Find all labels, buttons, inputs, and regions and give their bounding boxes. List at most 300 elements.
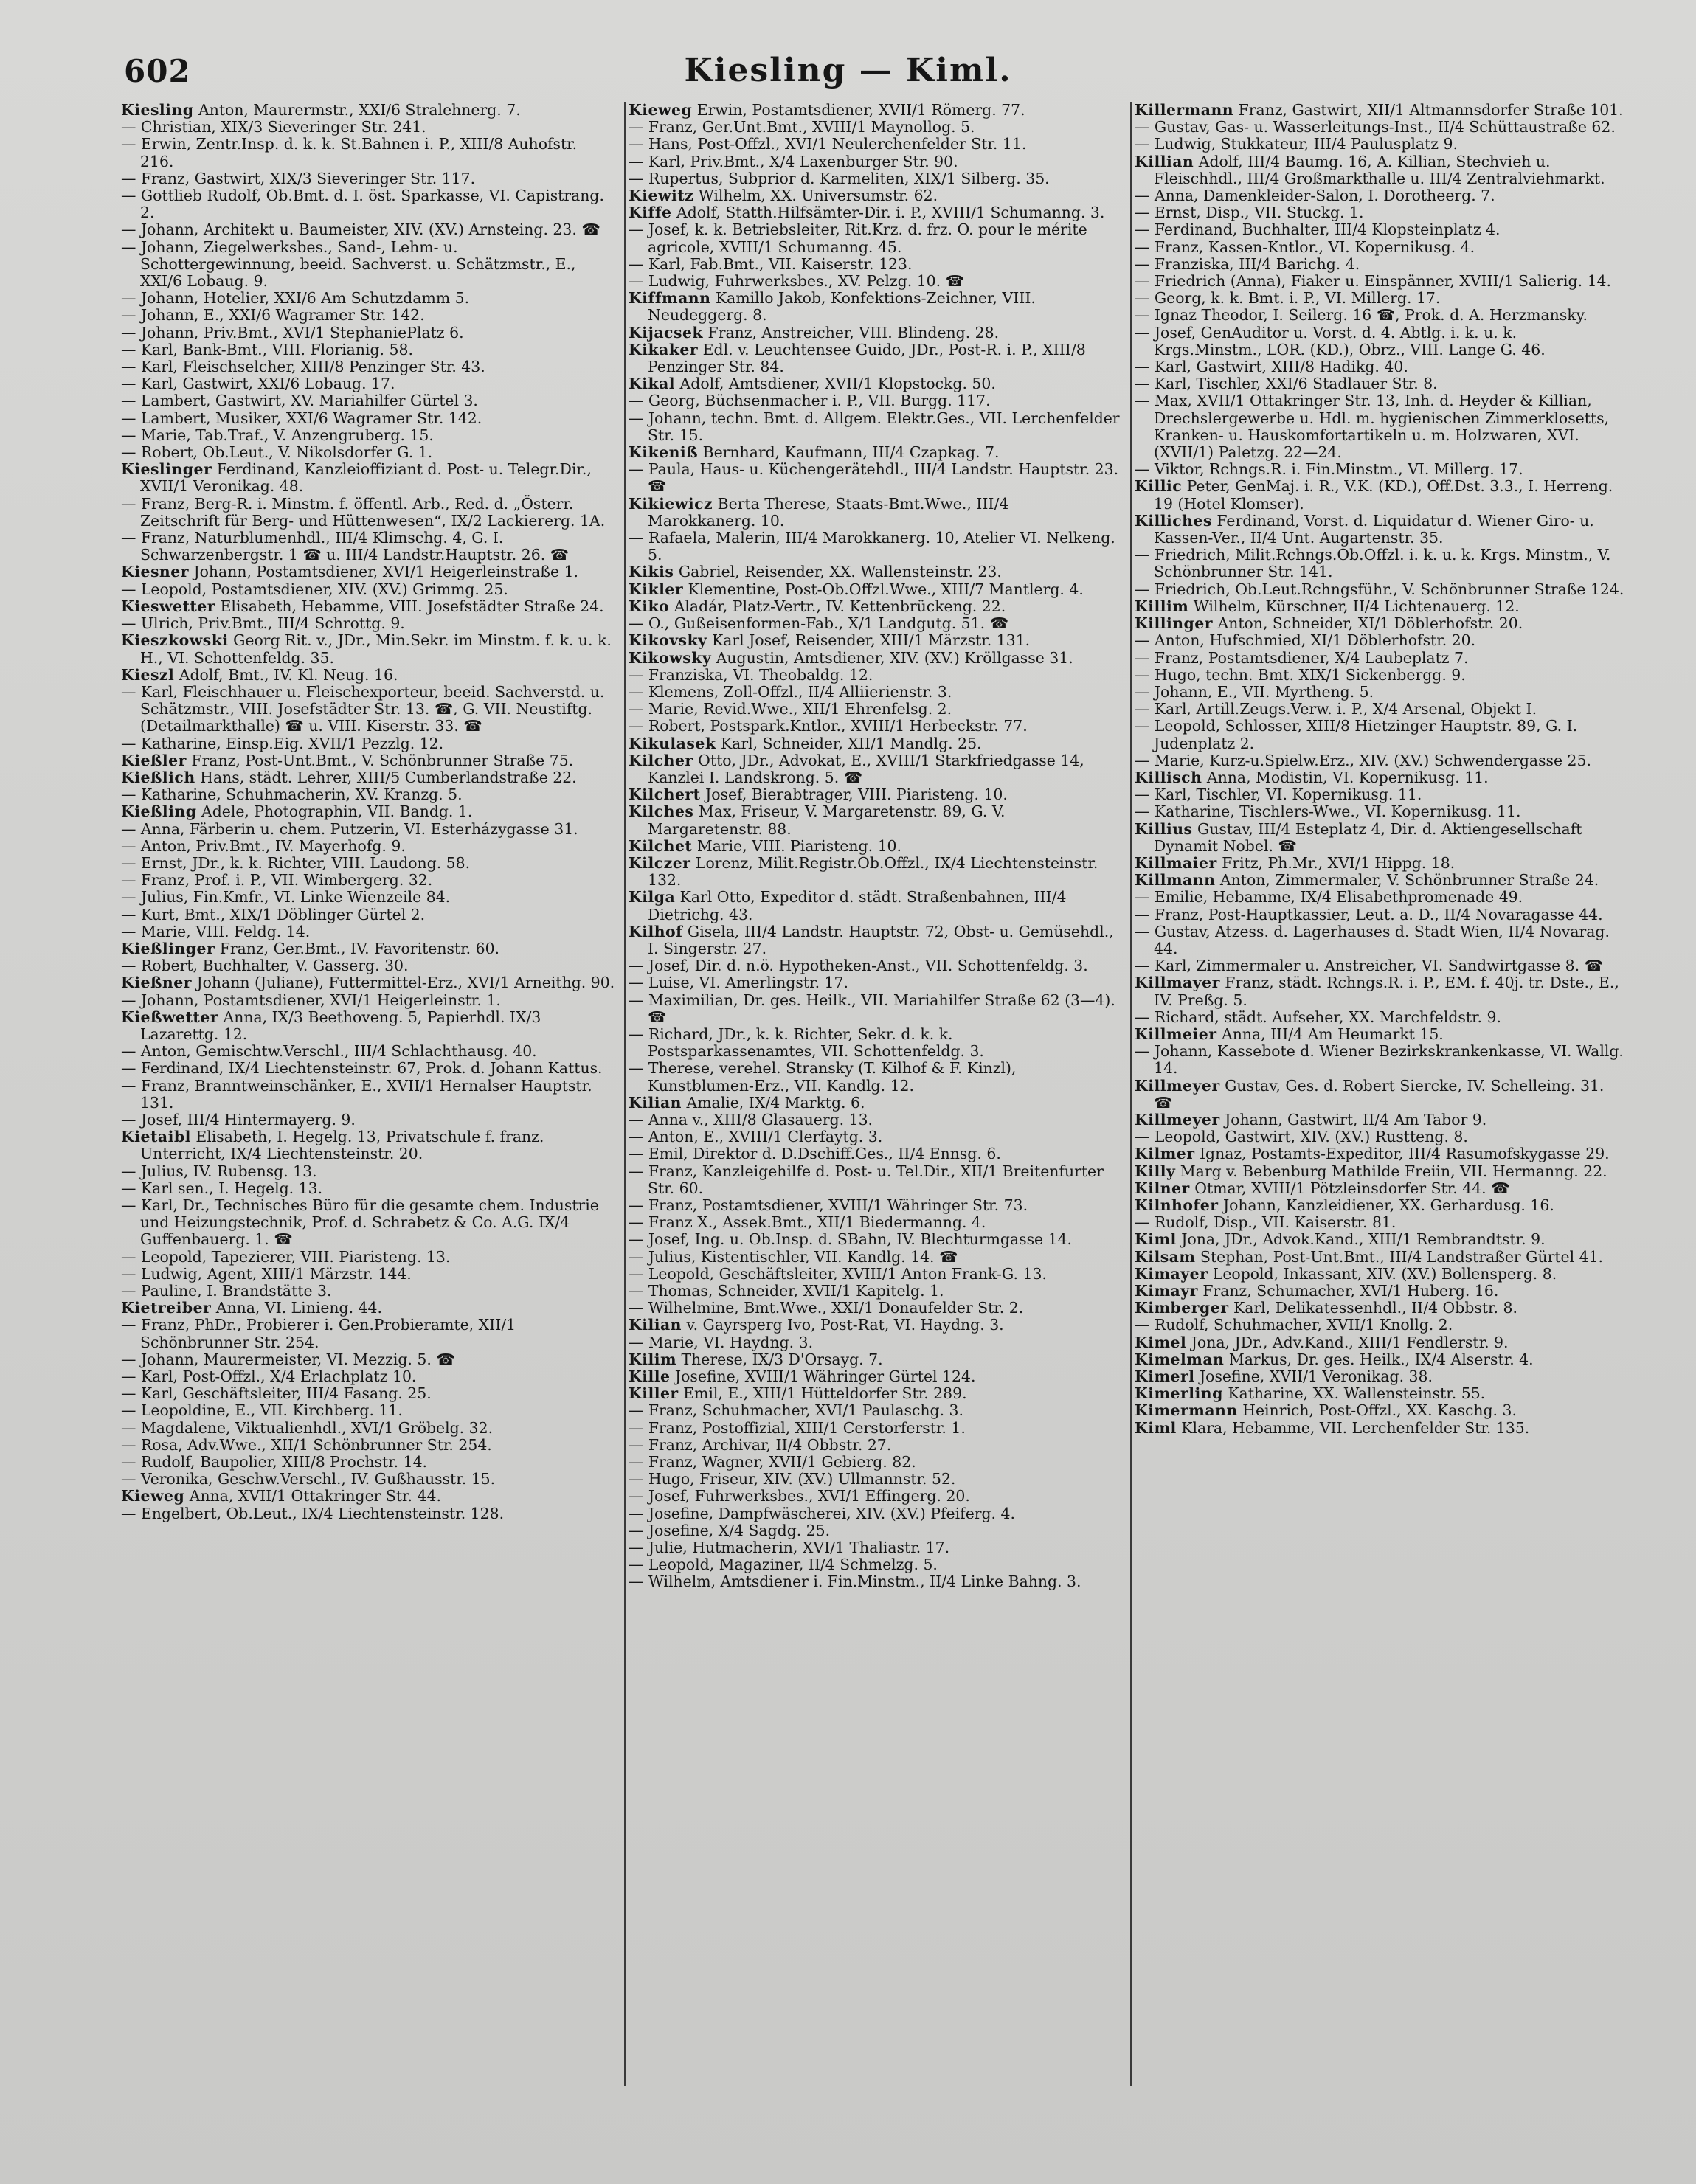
entry-text: — Marie, VIII. Feldg. 14.	[121, 922, 311, 940]
entry-text: Anna, Modistin, VI. Kopernikusg. 11.	[1206, 768, 1489, 786]
entry-text: Johann, Kanzleidiener, XX. Gerhardusg. 16.	[1222, 1196, 1554, 1214]
entry-surname: Kilsam	[1135, 1247, 1196, 1266]
entry-surname: Kikulasek	[629, 734, 716, 752]
directory-entry	[121, 615, 615, 632]
entry-text: — Marie, VI. Haydng. 3.	[629, 1333, 814, 1351]
entry-text: — Karl, Gastwirt, XXI/6 Lobaug. 17.	[121, 375, 395, 393]
entry-surname: Kiffe	[629, 204, 672, 222]
directory-entry	[121, 992, 615, 1009]
directory-entry	[121, 838, 615, 855]
directory-entry	[1135, 119, 1627, 136]
entry-text: — Ludwig, Stukkateur, III/4 Paulusplatz 9.	[1135, 135, 1458, 153]
entry-text: Marg v. Bebenburg Mathilde Freiin, VII. Hermanng. 22.	[1180, 1162, 1607, 1180]
entry-text: — Katharine, Einsp.Eig. XVII/1 Pezzlg. 12.	[121, 734, 444, 752]
directory-entry	[1135, 1283, 1627, 1300]
entry-text: Franz, Gastwirt, XII/1 Altmannsdorfer Straße 101.	[1238, 102, 1624, 119]
entry-text: — Veronika, Geschw.Verschl., IV. Gußhausstr. 15.	[121, 1470, 496, 1488]
directory-entry	[121, 1009, 615, 1043]
entry-text: Franz, Ger.Bmt., IV. Favoritenstr. 60.	[219, 939, 500, 957]
directory-entry	[1135, 204, 1627, 221]
directory-entry	[1135, 102, 1627, 119]
directory-entry	[1135, 307, 1627, 324]
entry-text: — Karl, Bank-Bmt., VIII. Florianig. 58.	[121, 340, 413, 358]
directory-entry	[121, 358, 615, 375]
entry-text: Josefine, XVII/1 Veronikag. 38.	[1200, 1367, 1433, 1386]
entry-text: — Rafaela, Malerin, III/4 Marokkanerg. 10, Atelier VI. Nelkeng. 5.	[629, 529, 1115, 564]
entry-text: — Johann, Postamtsdiener, XVI/1 Heigerleinstr. 1.	[121, 991, 501, 1009]
entry-text: — Ernst, JDr., k. k. Richter, VIII. Laudong. 58.	[121, 853, 471, 872]
directory-entry	[121, 957, 615, 974]
entry-text: Adolf, Statth.Hilfsämter-Dir. i. P., XVIII/1 Schumanng. 3.	[676, 204, 1105, 222]
entry-surname: Kimel	[1135, 1333, 1187, 1351]
entry-text: — Gottlieb Rudolf, Ob.Bmt. d. I. öst. Sparkasse, VI. Capistrang. 2.	[121, 187, 604, 222]
directory-entry	[1135, 769, 1627, 786]
entry-surname: Kilim	[629, 1350, 677, 1368]
directory-entry	[1135, 1009, 1627, 1026]
entry-text: — Engelbert, Ob.Leut., IX/4 Liechtensteinstr. 128.	[121, 1504, 505, 1522]
entry-surname: Kikiewicz	[629, 494, 713, 513]
entry-surname: Killmeier	[1135, 1025, 1217, 1043]
entry-text: — Leopold, Tapezierer, VIII. Piaristeng. 13.	[121, 1247, 451, 1266]
directory-entry	[1135, 153, 1627, 187]
entry-text: — Karl, Zimmermaler u. Anstreicher, VI. Sandwirtgasse 8. ☎	[1135, 957, 1604, 975]
directory-entry	[121, 581, 615, 598]
directory-entry	[1135, 1368, 1627, 1385]
entry-surname: Killim	[1135, 597, 1189, 615]
entry-surname: Kiesling	[121, 102, 194, 119]
directory-entry	[1135, 239, 1627, 256]
entry-text: Adolf, Amtsdiener, XVII/1 Klopstockg. 50.	[679, 375, 996, 393]
directory-entry	[1135, 290, 1627, 307]
entry-text: — Leopold, Gastwirt, XIV. (XV.) Rustteng. 8.	[1135, 1128, 1468, 1146]
directory-entry	[121, 496, 615, 530]
entry-surname: Kimayer	[1135, 1264, 1208, 1283]
directory-entry	[1135, 187, 1627, 204]
directory-entry	[1135, 923, 1627, 957]
entry-surname: Kiewitz	[629, 187, 694, 205]
entry-text: Johann (Juliane), Futtermittel-Erz., XVI/1 Arneithg. 90.	[196, 974, 615, 992]
entry-text: — Karl, Fab.Bmt., VII. Kaiserstr. 123.	[629, 254, 913, 273]
entry-text: — O., Gußeisenformen-Fab., X/1 Landgutg. 51. ☎	[629, 614, 1008, 633]
entry-text: — Kurt, Bmt., XIX/1 Döblinger Gürtel 2.	[121, 905, 426, 923]
directory-entry	[121, 1368, 615, 1385]
entry-text: — Josef, Ing. u. Ob.Insp. d. SBahn, IV. Blechturmgasse 14.	[629, 1230, 1073, 1249]
directory-entry	[1135, 786, 1627, 803]
directory-entry	[629, 496, 1121, 530]
entry-text: — Katharine, Schuhmacherin, XV. Kranzg. 5.	[121, 786, 463, 804]
entry-text: — Johann, Architekt u. Baumeister, XIV. (XV.) Arnsteing. 23. ☎	[121, 221, 600, 239]
directory-entry	[629, 735, 1121, 752]
entry-text: Elisabeth, Hebamme, VIII. Josefstädter Straße 24.	[220, 597, 604, 615]
directory-entry	[629, 1300, 1121, 1317]
entry-surname: Kieswetter	[121, 597, 216, 615]
directory-entry	[629, 1283, 1121, 1300]
directory-entry	[629, 957, 1121, 974]
entry-text: Peter, GenMaj. i. R., V.K. (KD.), Off.Dst. 3.3., I. Herreng. 19 (Hotel Klomser).	[1154, 477, 1613, 513]
entry-text: — Josef, k. k. Betriebsleiter, Rit.Krz. d. frz. O. pour le mérite agricole, XVIII/1 Schumanng. 45.	[629, 221, 1087, 256]
directory-entry	[1135, 821, 1627, 855]
directory-entry	[629, 564, 1121, 580]
entry-surname: Kilga	[629, 888, 676, 906]
entry-text: Therese, IX/3 D'Orsayg. 7.	[681, 1350, 883, 1368]
directory-entry	[1135, 1334, 1627, 1351]
entry-text: Franz, Post-Unt.Bmt., V. Schönbrunner Straße 75.	[191, 751, 574, 769]
directory-entry	[1135, 1145, 1627, 1162]
entry-text: — Maximilian, Dr. ges. Heilk., VII. Mariahilfer Straße 62 (3—4). ☎	[629, 991, 1115, 1026]
entry-text: — Rudolf, Disp., VII. Kaiserstr. 81.	[1135, 1213, 1396, 1232]
entry-surname: Kimerl	[1135, 1367, 1195, 1386]
entry-text: — Leopold, Geschäftsleiter, XVIII/1 Anton Frank-G. 13.	[629, 1264, 1047, 1283]
entry-surname: Kilcher	[629, 751, 693, 769]
directory-entry	[121, 1163, 615, 1180]
entry-text: — Wilhelm, Amtsdiener i. Fin.Minstm., II/4 Linke Bahng. 3.	[629, 1573, 1081, 1591]
entry-text: Franz, städt. Rchngs.R. i. P., EM. f. 40j. tr. Dste., E., IV. Preßg. 5.	[1154, 974, 1619, 1009]
entry-text: — Ignaz Theodor, I. Seilerg. 16 ☎, Prok. d. A. Herzmansky.	[1135, 306, 1588, 325]
directory-entry	[629, 204, 1121, 221]
entry-text: — Erwin, Zentr.Insp. d. k. k. St.Bahnen i. P., XIII/8 Auhofstr. 216.	[121, 135, 578, 170]
directory-entry	[1135, 957, 1627, 974]
directory-entry	[121, 410, 615, 427]
directory-entry	[121, 923, 615, 940]
entry-text: — Johann, Maurermeister, VI. Mezzig. 5. ☎	[121, 1350, 455, 1368]
directory-entry	[1135, 974, 1627, 1008]
directory-entry	[1135, 461, 1627, 478]
entry-surname: Kieszkowski	[121, 631, 229, 650]
directory-entry	[1135, 1214, 1627, 1231]
entry-text: — Karl, Tischler, XXI/6 Stadlauer Str. 8.	[1135, 375, 1438, 393]
directory-entry	[629, 581, 1121, 598]
directory-entry	[629, 119, 1121, 136]
entry-text: — Franz, Postamtsdiener, X/4 Laubeplatz 7.	[1135, 648, 1469, 667]
entry-surname: Kietreiber	[121, 1299, 212, 1317]
directory-entry	[629, 136, 1121, 153]
entry-text: — Anna, Färberin u. chem. Putzerin, VI. Esterházygasse 31.	[121, 819, 578, 838]
directory-entry	[1135, 598, 1627, 615]
directory-entry	[1135, 136, 1627, 153]
directory-entry	[1135, 701, 1627, 718]
directory-entry	[121, 1129, 615, 1162]
entry-text: — Karl, Fleischselcher, XIII/8 Penzinger Str. 43.	[121, 358, 485, 376]
entry-text: Klara, Hebamme, VII. Lerchenfelder Str. 135.	[1181, 1418, 1530, 1437]
directory-entry	[121, 803, 615, 820]
directory-entry	[1135, 392, 1627, 461]
entry-text: — Karl, Tischler, VI. Kopernikusg. 11.	[1135, 786, 1422, 804]
directory-entry	[1135, 358, 1627, 375]
directory-entry	[121, 444, 615, 461]
entry-surname: Kimerling	[1135, 1384, 1223, 1403]
entry-text: — Karl, Gastwirt, XIII/8 Hadikg. 40.	[1135, 358, 1408, 376]
entry-text: — Anna, Damenkleider-Salon, I. Dorotheerg. 7.	[1135, 187, 1495, 205]
entry-text: — Johann, Priv.Bmt., XVI/1 StephaniePlatz 6.	[121, 323, 464, 342]
entry-text: — Georg, Büchsenmacher i. P., VII. Burgg. 117.	[629, 392, 991, 410]
directory-entry	[629, 1163, 1121, 1197]
directory-entry	[121, 530, 615, 564]
entry-surname: Kimayr	[1135, 1282, 1198, 1300]
entry-text: — Rupertus, Subprior d. Karmeliten, XIX/1 Silberg. 35.	[629, 169, 1050, 187]
entry-text: — Franz, Postamtsdiener, XVIII/1 Währinger Str. 73.	[629, 1196, 1028, 1214]
directory-entry	[121, 1385, 615, 1402]
entry-surname: Killian	[1135, 152, 1194, 170]
directory-entry	[629, 598, 1121, 615]
entry-text: Anton, Schneider, XI/1 Döblerhofstr. 20.	[1217, 614, 1523, 633]
directory-entry	[629, 1556, 1121, 1573]
entry-surname: Kießlich	[121, 768, 195, 786]
entry-text: — Franz X., Assek.Bmt., XII/1 Biedermanng. 4.	[629, 1213, 986, 1232]
entry-text: — Leopold, Postamtsdiener, XIV. (XV.) Grimmg. 25.	[121, 580, 508, 598]
entry-text: — Karl, Artill.Zeugs.Verw. i. P., X/4 Arsenal, Objekt I.	[1135, 700, 1537, 718]
entry-surname: Kikowsky	[629, 648, 712, 667]
directory-entry	[629, 855, 1121, 889]
directory-entry	[629, 290, 1121, 324]
entry-text: Marie, VIII. Piaristeng. 10.	[696, 836, 901, 855]
entry-text: Adolf, III/4 Baumg. 16, A. Killian, Stechvieh u. Fleischhdl., III/4 Großmarkthalle u. III/4 Zentralviehmarkt.	[1154, 152, 1605, 187]
entry-text: Hans, städt. Lehrer, XIII/5 Cumberlandstraße 22.	[200, 768, 577, 786]
entry-surname: Killer	[629, 1384, 679, 1403]
entry-text: — Franziska, VI. Theobaldg. 12.	[629, 665, 873, 684]
directory-entry	[1135, 1231, 1627, 1248]
directory-entry	[629, 187, 1121, 204]
directory-entry	[1135, 1351, 1627, 1368]
entry-text: — Franz, Wagner, XVII/1 Gebierg. 82.	[629, 1453, 916, 1471]
directory-entry	[1135, 1043, 1627, 1077]
entry-text: Georg Rit. v., JDr., Min.Sekr. im Minstm. f. k. u. k. H., VI. Schottenfeldg. 35.	[140, 631, 612, 667]
entry-text: — Leopold, Schlosser, XIII/8 Hietzinger Hauptstr. 89, G. I. Judenplatz 2.	[1135, 717, 1578, 752]
directory-entry	[629, 684, 1121, 701]
entry-text: — Ludwig, Fuhrwerksbes., XV. Pelzg. 10. ☎	[629, 272, 964, 291]
directory-entry	[629, 803, 1121, 837]
directory-entry	[629, 1334, 1121, 1351]
directory-entry	[1135, 803, 1627, 820]
entry-text: Johann, Gastwirt, II/4 Am Tabor 9.	[1225, 1110, 1487, 1129]
directory-entry	[629, 392, 1121, 409]
entry-text: — Richard, JDr., k. k. Richter, Sekr. d. k. k. Postsparkassenamtes, VII. Schottenfeldg. 3.	[629, 1025, 984, 1061]
directory-entry	[1135, 375, 1627, 392]
entry-text: — Magdalene, Viktualienhdl., XVI/1 Gröbelg. 32.	[121, 1418, 494, 1437]
directory-entry	[629, 1214, 1121, 1231]
entry-text: Katharine, XX. Wallensteinstr. 55.	[1228, 1384, 1486, 1403]
directory-entry	[121, 598, 615, 615]
directory-entry	[629, 1522, 1121, 1539]
entry-surname: Kikeniß	[629, 443, 699, 462]
entry-text: — Julie, Hutmacherin, XVI/1 Thaliastr. 17.	[629, 1539, 950, 1557]
directory-entry	[629, 1505, 1121, 1522]
directory-entry	[121, 735, 615, 752]
entry-surname: Kießner	[121, 974, 192, 992]
entry-text: — Karl sen., I. Hegelg. 13.	[121, 1179, 323, 1197]
entry-text: — Josef, Dir. d. n.ö. Hypotheken-Anst., VII. Schottenfeldg. 3.	[629, 957, 1088, 975]
directory-entry	[121, 889, 615, 906]
directory-entry	[121, 1471, 615, 1488]
directory-entry	[629, 530, 1121, 564]
entry-surname: Kilner	[1135, 1179, 1190, 1197]
directory-entry	[1135, 1420, 1627, 1437]
entry-text: — Viktor, Rchngs.R. i. Fin.Minstm., VI. Millerg. 17.	[1135, 460, 1523, 479]
directory-entry	[1135, 718, 1627, 752]
entry-text: Jona, JDr., Advok.Kand., XIII/1 Rembrandtstr. 9.	[1181, 1230, 1546, 1249]
directory-entry	[629, 1471, 1121, 1488]
entry-text: Karl, Delikatessenhdl., II/4 Obbstr. 8.	[1233, 1299, 1517, 1317]
entry-surname: Kijacsek	[629, 323, 704, 342]
entry-text: — Anton, Priv.Bmt., IV. Mayerhofg. 9.	[121, 836, 406, 855]
entry-text: Erwin, Postamtsdiener, XVII/1 Römerg. 77.	[696, 102, 1025, 119]
directory-entry	[121, 752, 615, 769]
entry-text: — Josef, III/4 Hintermayerg. 9.	[121, 1110, 356, 1129]
directory-entry	[121, 119, 615, 136]
directory-entry	[1135, 752, 1627, 769]
entry-text: — Ulrich, Priv.Bmt., III/4 Schrottg. 9.	[121, 614, 405, 633]
entry-text: — Johann, E., XXI/6 Wagramer Str. 142.	[121, 306, 425, 325]
directory-entry	[1135, 273, 1627, 290]
entry-text: — Josef, GenAuditor u. Vorst. d. 4. Abtlg. i. k. u. k. Krgs.Minstm., LOR. (KD.), Obrz., VIII. Lange G. 46.	[1135, 323, 1546, 358]
directory-entry	[121, 392, 615, 409]
entry-text: Markus, Dr. ges. Heilk., IX/4 Alserstr. 4.	[1228, 1350, 1534, 1368]
entry-text: Ferdinand, Kanzleioffiziant d. Post- u. Telegr.Dir., XVII/1 Veronikag. 48.	[140, 460, 592, 496]
entry-text: — Anton, E., XVIII/1 Clerfaytg. 3.	[629, 1128, 883, 1146]
entry-surname: Killiches	[1135, 511, 1212, 530]
entry-text: Gabriel, Reisender, XX. Wallensteinstr. 23.	[678, 563, 1002, 581]
entry-text: — Karl, Priv.Bmt., X/4 Laxenburger Str. 90.	[629, 152, 958, 170]
entry-text: Augustin, Amtsdiener, XIV. (XV.) Kröllgasse 31.	[716, 648, 1073, 667]
entry-surname: Kilian	[629, 1316, 682, 1334]
entry-text: — Franz, Ger.Unt.Bmt., XVIII/1 Maynollog. 5.	[629, 118, 975, 136]
directory-entry	[629, 221, 1121, 255]
directory-entry	[1135, 513, 1627, 547]
entry-text: — Max, XVII/1 Ottakringer Str. 13, Inh. d. Heyder & Killian, Drechslergewerbe u. Hdl. m. hygienischen Zimmerklosetts, Kranken- u. Hauskomfortartikeln u. m. Holzwaren, XVI. (XVII/1) Paletzg. 22—24.	[1135, 392, 1610, 462]
directory-entry	[629, 1026, 1121, 1060]
entry-surname: Killmeyer	[1135, 1076, 1220, 1095]
entry-text: — Leopold, Magaziner, II/4 Schmelzg. 5.	[629, 1556, 938, 1574]
entry-text: — Franz, Branntweinschänker, E., XVII/1 Hernalser Hauptstr. 131.	[121, 1076, 592, 1112]
entry-text: — Franz, Naturblumenhdl., III/4 Klimschg. 4, G. I. Schwarzenbergstr. 1 ☎ u. III/4 Landstr.Hauptstr. 26. ☎	[121, 529, 570, 564]
entry-text: Adolf, Bmt., IV. Kl. Neug. 16.	[179, 665, 398, 684]
directory-entry	[121, 239, 615, 291]
entry-text: — Luise, VI. Amerlingstr. 17.	[629, 974, 848, 992]
directory-entry	[121, 221, 615, 238]
entry-text: — Franziska, III/4 Barichg. 4.	[1135, 254, 1360, 273]
directory-entry	[121, 1043, 615, 1060]
entry-surname: Kiko	[629, 597, 670, 615]
entry-text: — Friedrich, Milit.Rchngs.Ob.Offzl. i. k. u. k. Krgs. Minstm., V. Schönbrunner Str. 141.	[1135, 546, 1611, 581]
entry-text: Emil, E., XIII/1 Hütteldorfer Str. 289.	[683, 1384, 967, 1403]
directory-entry	[121, 667, 615, 684]
entry-text: — Katharine, Tischlers-Wwe., VI. Kopernikusg. 11.	[1135, 802, 1521, 821]
directory-entry	[1135, 889, 1627, 906]
entry-text: — Franz, Kanzleigehilfe d. Post- u. Tel.Dir., XII/1 Breitenfurter Str. 60.	[629, 1162, 1104, 1197]
entry-text: — Emil, Direktor d. D.Dschiff.Ges., II/4 Ennsg. 6.	[629, 1145, 1001, 1163]
entry-text: Anton, Zimmermaler, V. Schönbrunner Straße 24.	[1219, 871, 1599, 890]
entry-text: — Johann, techn. Bmt. d. Allgem. Elektr.Ges., VII. Lerchenfelder Str. 15.	[629, 409, 1120, 444]
directory-entry	[1135, 1266, 1627, 1283]
entry-text: — Paula, Haus- u. Küchengerätehdl., III/4 Landstr. Hauptstr. 23. ☎	[629, 460, 1119, 496]
directory-entry	[1135, 325, 1627, 358]
entry-text: — Johann, Kassebote d. Wiener Bezirkskrankenkasse, VI. Wallg. 14.	[1135, 1042, 1624, 1078]
entry-text: Ferdinand, Vorst. d. Liquidatur d. Wiener Giro- u. Kassen-Ver., II/4 Unt. Augartenstr. 35.	[1154, 511, 1594, 547]
directory-entry	[629, 1488, 1121, 1505]
entry-text: Heinrich, Post-Offzl., XX. Kaschg. 3.	[1242, 1401, 1517, 1420]
entry-text: Anna, XVII/1 Ottakringer Str. 44.	[189, 1487, 441, 1505]
entry-text: — Wilhelmine, Bmt.Wwe., XXI/1 Donaufelder Str. 2.	[629, 1299, 1024, 1317]
directory-entry	[121, 906, 615, 923]
directory-entry	[629, 342, 1121, 375]
directory-entry	[629, 632, 1121, 649]
directory-entry	[121, 769, 615, 786]
directory-entry	[1135, 1385, 1627, 1402]
entry-text: Jona, JDr., Adv.Kand., XIII/1 Fendlerstr. 9.	[1191, 1333, 1509, 1351]
entry-text: — Pauline, I. Brandstätte 3.	[121, 1282, 332, 1300]
entry-surname: Kiesner	[121, 563, 189, 581]
entry-text: — Marie, Tab.Traf., V. Anzengruberg. 15.	[121, 426, 434, 444]
entry-text: Edl. v. Leuchtensee Guido, JDr., Post-R. i. P., XIII/8 Penzinger Str. 84.	[648, 340, 1086, 376]
directory-entry	[121, 1505, 615, 1522]
directory-entry	[629, 1368, 1121, 1385]
entry-text: Otmar, XVIII/1 Pötzleinsdorfer Str. 44. ☎	[1194, 1179, 1510, 1197]
entry-text: — Marie, Kurz-u.Spielw.Erz., XIV. (XV.) Schwendergasse 25.	[1135, 751, 1591, 769]
entry-surname: Kießler	[121, 751, 187, 769]
entry-text: Karl, Schneider, XII/1 Mandlg. 25.	[720, 734, 982, 752]
directory-entry	[629, 461, 1121, 495]
directory-entry	[629, 1231, 1121, 1248]
directory-columns	[118, 102, 1634, 2086]
directory-entry	[629, 1266, 1121, 1283]
entry-text: — Franz, Berg-R. i. Minstm. f. öffentl. Arb., Red. d. „Österr. Zeitschrift für Berg- und Hüttenwesen“, IX/2 Lackiererg. 1A.	[121, 494, 606, 530]
entry-text: Aladár, Platz-Vertr., IV. Kettenbrückeng. 22.	[674, 597, 1006, 615]
entry-text: — Lambert, Musiker, XXI/6 Wagramer Str. 142.	[121, 409, 482, 427]
entry-text: Anna, IX/3 Beethoveng. 5, Papierhdl. IX/3 Lazarettg. 12.	[140, 1008, 541, 1043]
entry-text: — Franz, Post-Hauptkassier, Leut. a. D., II/4 Novaragasse 44.	[1135, 905, 1603, 923]
directory-entry	[629, 1249, 1121, 1266]
directory-entry	[1135, 1026, 1627, 1043]
directory-entry	[629, 1060, 1121, 1094]
directory-entry	[1135, 221, 1627, 238]
directory-entry	[629, 1454, 1121, 1471]
directory-entry	[1135, 1197, 1627, 1214]
entry-surname: Killmaier	[1135, 853, 1217, 872]
directory-entry	[121, 290, 615, 307]
directory-entry	[121, 1402, 615, 1419]
entry-surname: Kilchert	[629, 786, 701, 804]
directory-entry	[1135, 684, 1627, 701]
entry-text: — Gustav, Atzess. d. Lagerhauses d. Stadt Wien, II/4 Novarag. 44.	[1135, 922, 1610, 957]
entry-text: Max, Friseur, V. Margaretenstr. 89, G. V. Margaretenstr. 88.	[648, 802, 1006, 838]
entry-text: Franz, Anstreicher, VIII. Blindeng. 28.	[707, 323, 1000, 342]
entry-text: Gustav, Ges. d. Robert Siercke, IV. Schelleing. 31. ☎	[1154, 1076, 1605, 1112]
entry-surname: Kimermann	[1135, 1401, 1238, 1420]
entry-text: — Robert, Buchhalter, V. Gasserg. 30.	[121, 957, 409, 975]
entry-surname: Kilnhofer	[1135, 1196, 1219, 1214]
entry-text: Amalie, IX/4 Marktg. 6.	[686, 1093, 865, 1112]
column-left	[118, 102, 621, 2086]
directory-entry	[629, 701, 1121, 718]
entry-text: — Hans, Post-Offzl., XVI/1 Neulerchenfelder Str. 11.	[629, 135, 1027, 153]
directory-entry	[121, 564, 615, 580]
directory-entry	[121, 684, 615, 735]
directory-entry	[629, 256, 1121, 273]
directory-entry	[121, 102, 615, 119]
directory-entry	[121, 1197, 615, 1249]
entry-text: Elisabeth, I. Hegelg. 13, Privatschule f. franz. Unterricht, IX/4 Liechtensteinstr. 20.	[140, 1128, 544, 1163]
entry-surname: Kiffmann	[629, 289, 711, 308]
entry-text: — Christian, XIX/3 Sieveringer Str. 241.	[121, 118, 426, 136]
directory-entry	[629, 273, 1121, 290]
entry-surname: Kießling	[121, 802, 197, 821]
entry-text: — Robert, Postspark.Kntlor., XVIII/1 Herbeckstr. 77.	[629, 717, 1028, 735]
directory-entry	[1135, 1112, 1627, 1129]
directory-entry	[121, 1266, 615, 1283]
entry-text: — Hugo, techn. Bmt. XIX/1 Sickenbergg. 9.	[1135, 665, 1466, 684]
entry-text: Franz, Schumacher, XVI/1 Huberg. 16.	[1202, 1282, 1499, 1300]
directory-entry	[1135, 1180, 1627, 1197]
entry-text: — Julius, IV. Rubensg. 13.	[121, 1162, 317, 1180]
